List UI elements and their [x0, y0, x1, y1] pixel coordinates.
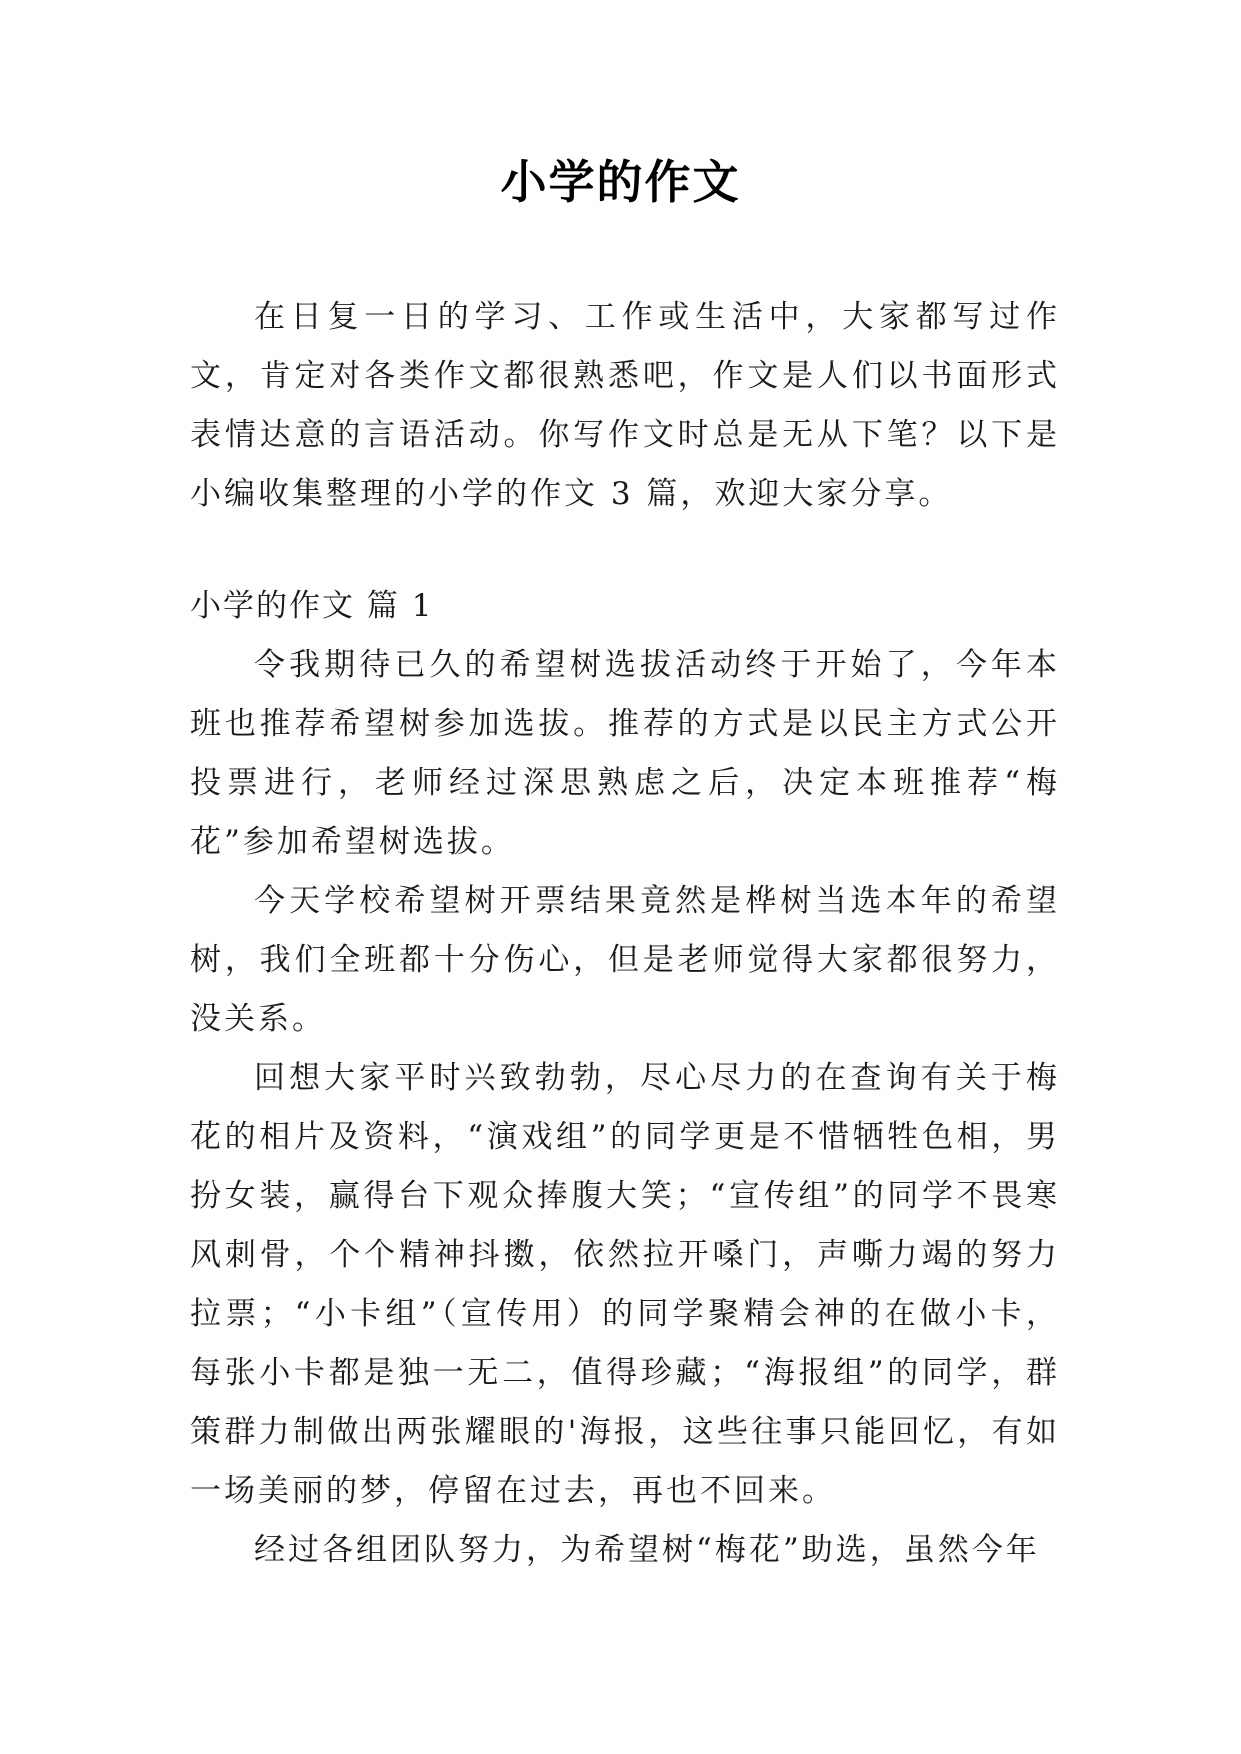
article-body [190, 636, 1060, 1580]
article-paragraph-2: 今天学校希望树开票结果竟然是桦树当选本年的希望树，我们全班都十分伤心，但是老师觉得大家都很努力，没关系。 [190, 883, 1060, 1037]
article-paragraph-1: 令我期待已久的希望树选拔活动终于开始了，今年本班也推荐希望树参加选拔。推荐的方式是以民主方式公开投票进行，老师经过深思熟虑之后，决定本班推荐“梅花”参加希望树选拔。 [190, 647, 1060, 860]
article-paragraph-4: 经过各组团队努力，为希望树“梅花”助选，虽然今年 [254, 1532, 1040, 1568]
article-paragraph-3: 回想大家平时兴致勃勃，尽心尽力的在查询有关于梅花的相片及资料，“演戏组”的同学更是不惜牺牲色相，男扮女装，赢得台下观众捧腹大笑；“宣传组”的同学不畏寒风刺骨，个个精神抖擞，依然拉开嗓门，声嘶力竭的努力拉票；“小卡组”（宣传用）的同学聚精会神的在做小卡，每张小卡都是独一无二，值得珍藏；“海报组”的同学，群策群力制做出两张耀眼的'海报，这些往事只能回忆，有如一场美丽的梦，停留在过去，再也不回来。 [190, 1060, 1060, 1509]
document-title: 小学的作文 [500, 155, 741, 209]
intro-paragraph: 在日复一日的学习、工作或生活中，大家都写过作文，肯定对各类作文都很熟悉吧，作文是人们以书面形式表情达意的言语活动。你写作文时总是无从下笔？以下是小编收集整理的小学的作文 3 篇，欢迎大家分享。 [190, 299, 1060, 512]
section-label: 小学的作文 篇 1 [190, 588, 434, 624]
